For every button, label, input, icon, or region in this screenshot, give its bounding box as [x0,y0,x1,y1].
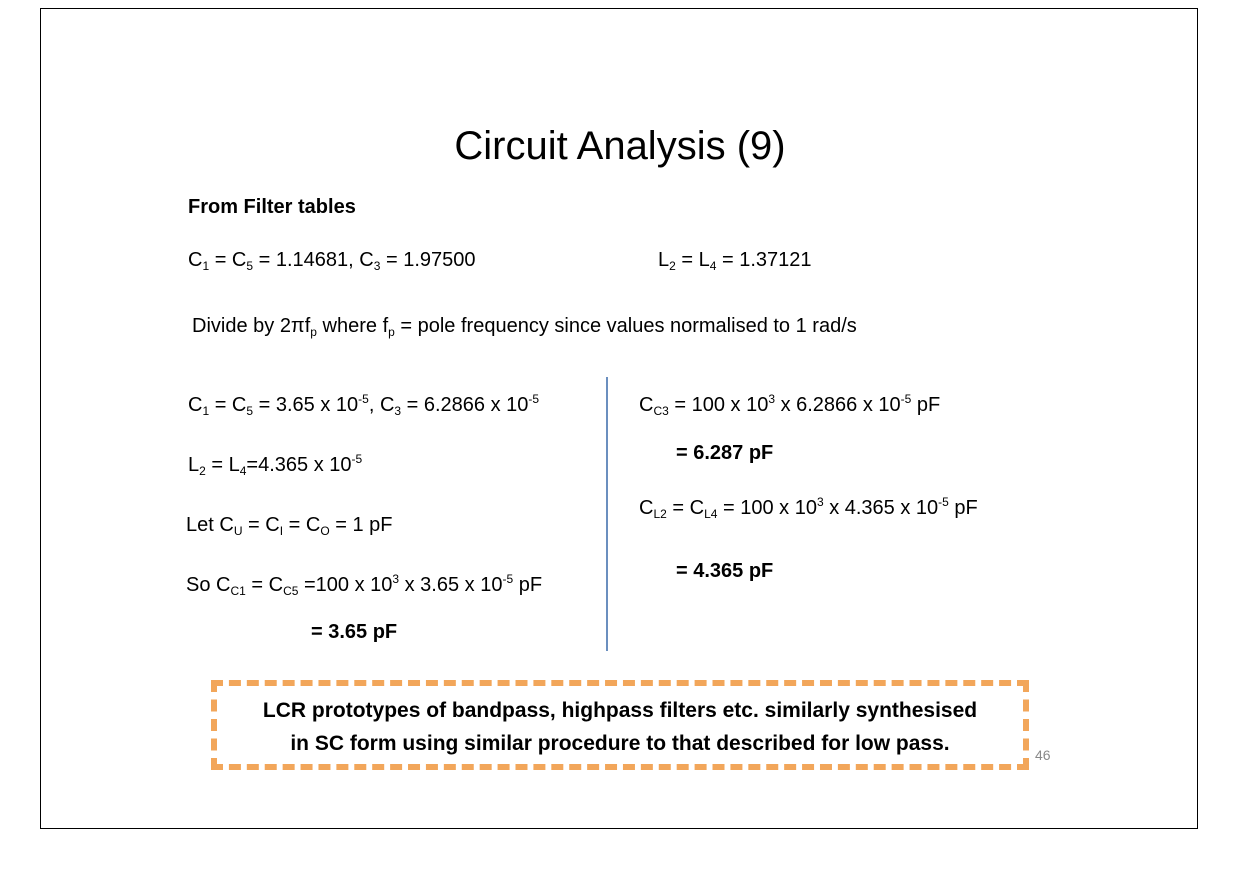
column-divider [606,377,608,651]
note-line-1: LCR prototypes of bandpass, highpass filters etc. similarly synthesised [262,699,978,722]
scaled-l-values: $L_2 = L_4=4.365$ x $10^{-5}$ [188,452,363,478]
section-heading: From Filter tables [188,196,356,218]
cl2-result: = 4.365 pF [676,560,774,582]
cc1-calculation: So $C_{C1} = C_{C5} =100$ x $10^3$ x 3.65 x $10^{-5}$ pF [186,572,543,598]
divide-instruction: Divide by $2\pi f_p$ where $f_p$ = pole frequency since values normalised to 1 rad/s [192,315,857,339]
l-values-line: $L_2 = L_4 = 1.37121$ [658,249,812,273]
unit-capacitor-line: Let $C_U = C_I = C_O = 1$ pF [186,514,393,538]
cc1-result: = 3.65 pF [311,621,398,643]
cc3-result: = 6.287 pF [676,442,774,464]
slide-title: Circuit Analysis (9) [454,124,786,168]
cc3-calculation: $C_{C3} = 100$ x $10^3$ x 6.2866 x $10^{-5}$ pF [639,392,941,418]
page-number: 46 [1035,747,1051,763]
note-box [211,680,1029,770]
scaled-c-values: $C_1 = C_5 = 3.65$ x $10^{-5}$, $C_3 = 6.2866$ x $10^{-5}$ [188,392,540,418]
slide [40,8,1198,829]
note-line-2: in SC form using similar procedure to that described for low pass. [290,732,950,755]
c-values-line: $C_1 = C_5 = 1.14681$, $C_3 = 1.97500$ [188,249,476,273]
cl2-calculation: $C_{L2} = C_{L4} = 100$ x $10^3$ x 4.365 x $10^{-5}$ pF [639,495,978,521]
